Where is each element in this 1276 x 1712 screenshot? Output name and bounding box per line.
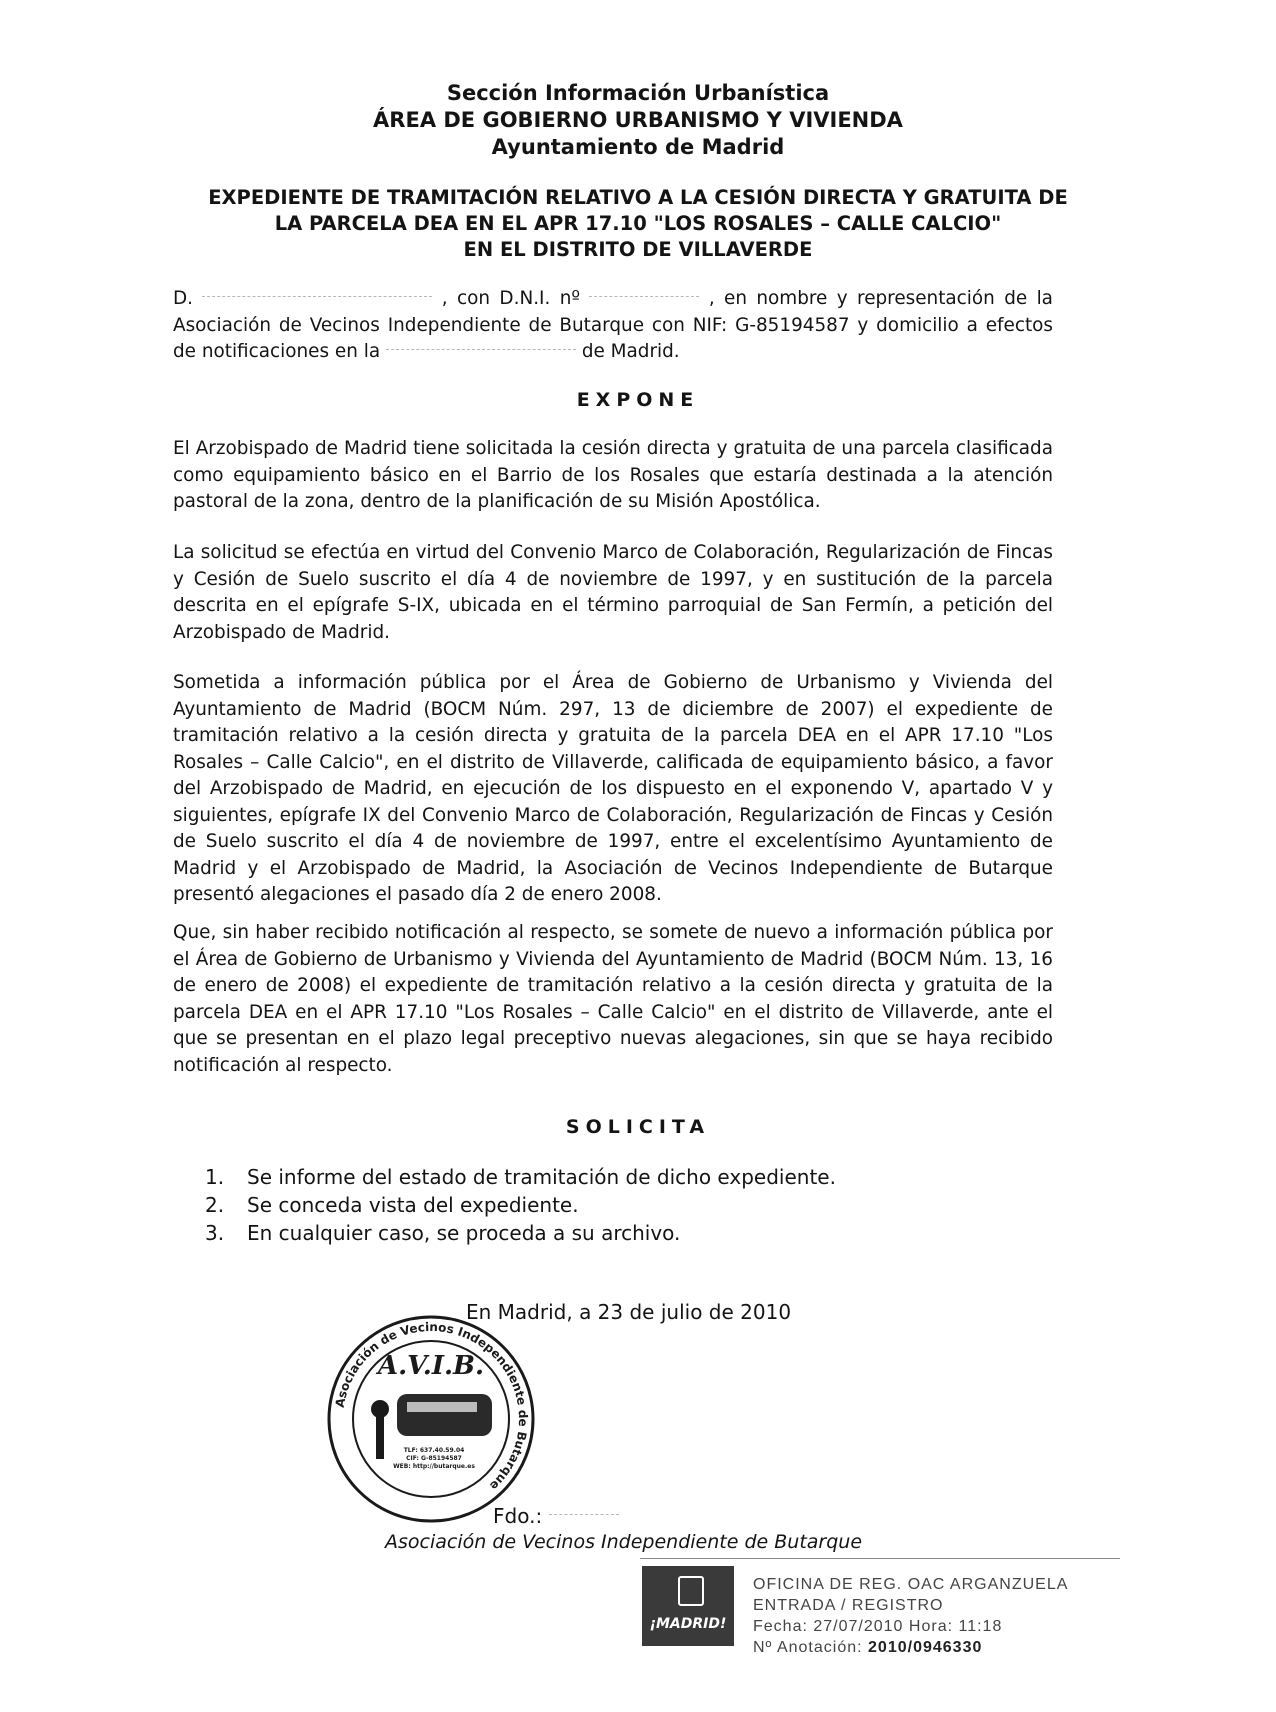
header-area: ÁREA DE GOBIERNO URBANISMO Y VIVIENDA — [373, 108, 903, 132]
registry-office: OFICINA DE REG. OAC ARGANZUELA — [753, 1576, 1069, 1593]
intro-paragraph — [173, 286, 1053, 366]
association-stamp — [322, 1314, 540, 1524]
registry-annotation-line: Nº Anotación: 2010/0946330 — [753, 1639, 983, 1656]
stamp-tlf: TLF: 637.40.59.04 — [403, 1447, 465, 1454]
solicita-title: SOLICITA — [565, 1116, 711, 1138]
document-header — [0, 80, 1276, 161]
stamp-center-text: A.V.I.B. — [377, 1351, 485, 1381]
registry-stamp — [753, 1574, 1068, 1658]
paragraph-4: Que, sin haber recibido notificación al respecto, se somete de nuevo a información pública por el Área de Gobierno de Urbanismo y Vivienda del Ayuntamiento de Madrid (BOCM Núm. 13, 16 de enero de 2008) el expediente de tramitación relativo a la cesión directa y gratuita de la parcela DEA en el APR 17.10 "Los Rosales – Calle Calcio" en el distrito de Villaverde, ante el que se presentan en el plazo legal preceptivo nuevas alegaciones, sin que se haya recibido notificación al respecto. — [173, 922, 1053, 1076]
intro-end: de Madrid. — [581, 341, 680, 362]
madrid-crest-icon — [678, 1576, 704, 1606]
header-city: Ayuntamiento de Madrid — [491, 135, 785, 159]
registry-date: 27/07/2010 — [813, 1618, 904, 1635]
signature-association: Asociación de Vecinos Independiente de Butarque — [385, 1531, 863, 1553]
redacted-address — [386, 349, 576, 356]
intro-prefix: D. — [173, 288, 194, 309]
registry-annotation-number: 2010/0946330 — [868, 1639, 983, 1656]
list-item: 3. En cualquier caso, se proceda a su archivo. — [205, 1221, 681, 1245]
stamp-ring-text: Asociación de Vecinos Independiente de Butarque — [332, 1319, 531, 1494]
stamp-graphic-stripe — [407, 1402, 477, 1412]
subject-line-2: LA PARCELA DEA EN EL APR 17.10 "LOS ROSALES – CALLE CALCIO" — [274, 212, 1002, 235]
stamp-web: WEB: http://butarque.es — [393, 1463, 475, 1470]
madrid-logo-label: ¡MADRID! — [649, 1616, 727, 1632]
document-subject — [0, 185, 1276, 263]
redacted-name — [202, 296, 432, 303]
paragraph-3: Sometida a información pública por el Área de Gobierno de Urbanismo y Vivienda del Ayuntamiento de Madrid (BOCM Núm. 297, 13 de diciembre de 2007) el expediente de tramitación relativo a la cesión directa y gratuita de la parcela DEA en el APR 17.10 "Los Rosales – Calle Calcio", en el distrito de Villaverde, calificada de equipamiento básico, a favor del Arzobispado de Madrid, en ejecución de los dispuesto en el exponendo V, apartado V y siguientes, epígrafe IX del Convenio Marco de Colaboración, Regularización de Fincas y Cesión de Suelo suscrito el día 4 de noviembre de 1997, entre el excelentísimo Ayuntamiento de Madrid y el Arzobispado de Madrid, la Asociación de Vecinos Independiente de Butarque presentó alegaciones el pasado día 2 de enero 2008. — [173, 672, 1053, 905]
stamp-cif: CIF: G-85194587 — [406, 1455, 462, 1462]
paragraph-2: La solicitud se efectúa en virtud del Convenio Marco de Colaboración, Regularización de Fincas y Cesión de Suelo suscrito el día 4 de noviembre de 1997, y en sustitución de la parcela descrita en el epígrafe S-IX, ubicada en el término parroquial de San Fermín, a petición del Arzobispado de Madrid. — [173, 542, 1053, 643]
madrid-logo — [642, 1566, 734, 1646]
subject-line-3: EN EL DISTRITO DE VILLAVERDE — [463, 238, 813, 261]
intro-body: , en nombre y representación de la Asociación de Vecinos Independiente de Butarque con NIF: G-85194587 y domicilio a efectos de notificaciones en la — [173, 288, 1053, 362]
stamp-graphic-pole — [376, 1414, 384, 1459]
list-item: 1. Se informe del estado de tramitación de dicho expediente. — [205, 1165, 836, 1189]
header-section: Sección Información Urbanística — [446, 81, 830, 105]
redacted-dni — [589, 296, 699, 303]
subject-line-1: EXPEDIENTE DE TRAMITACIÓN RELATIVO A LA CESIÓN DIRECTA Y GRATUITA DE — [208, 186, 1068, 209]
stamp-graphic-block — [397, 1394, 492, 1436]
registry-time: 11:18 — [958, 1618, 1003, 1635]
redacted-signatory — [549, 1514, 619, 1521]
date-line: En Madrid, a 23 de julio de 2010 — [466, 1300, 792, 1324]
registry-type: ENTRADA / REGISTRO — [753, 1597, 944, 1614]
registry-date-line: Fecha: 27/07/2010 Hora: 11:18 — [753, 1618, 1003, 1635]
intro-dni: , con D.N.I. nº — [441, 288, 581, 309]
list-item: 2. Se conceda vista del expediente. — [205, 1193, 579, 1217]
signature-fdo: Fdo.: — [493, 1504, 619, 1528]
paragraph-1: El Arzobispado de Madrid tiene solicitada la cesión directa y gratuita de una parcela clasificada como equipamiento básico en el Barrio de los Rosales que estaría destinada a la atención pastoral de la zona, dentro de la planificación de su Misión Apostólica. — [173, 438, 1053, 512]
expone-title: EXPONE — [576, 389, 700, 411]
requests-list — [205, 1163, 836, 1247]
